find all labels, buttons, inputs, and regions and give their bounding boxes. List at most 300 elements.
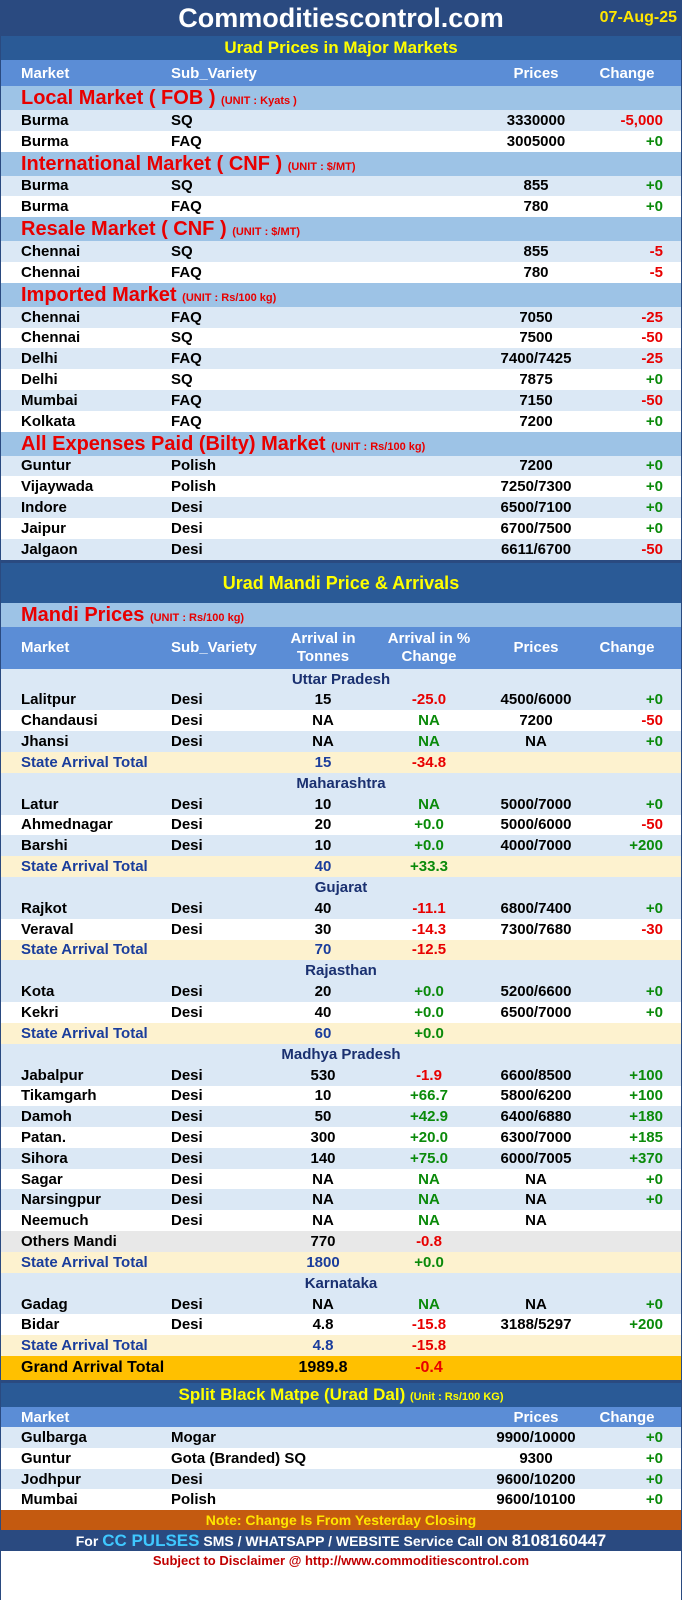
major-markets-header [1,60,681,86]
price: 5000/6000 [500,816,572,834]
section-unit: (UNIT : Rs/100 kg) [182,291,277,304]
col-arrival-pct: Arrival in % Change [387,629,471,665]
change: +0 [645,519,663,537]
change: +0 [645,1004,663,1021]
market-name: Burma [21,177,69,195]
total-arrival: 15 [314,753,332,771]
market-name: Chennai [21,308,81,326]
note-bar: Note: Change Is From Yesterday Closing [1,1510,681,1530]
price: NA [525,1170,547,1188]
table-row [1,518,681,539]
total-label: State Arrival Total [21,753,148,771]
sub-variety: Desi [171,1170,203,1188]
col-sub-variety: Sub_Variety [171,64,257,82]
sub-variety: Mogar [171,1428,216,1446]
change: +0 [645,1191,663,1209]
market-name: Mumbai [21,391,78,409]
sub-variety: Desi [171,1316,203,1334]
price: 780 [523,198,549,216]
sub-variety: Desi [171,816,203,834]
market-name: Chandausi [21,712,98,730]
table-row [1,241,681,262]
arrival: NA [312,1295,334,1313]
change: -25 [641,308,663,326]
state-total-row [1,1023,681,1044]
section-title: International Market ( CNF ) [21,152,283,175]
state-heading: Karnataka [1,1273,681,1294]
sub-variety: SQ [171,243,193,261]
sub-variety: Polish [171,478,217,496]
price: 9600/10100 [496,1491,576,1509]
state-total-row [1,940,681,961]
price: 9900/10000 [496,1428,576,1446]
col-change: Change [599,64,655,82]
change: +200 [629,1316,663,1334]
market-name: Ahmednagar [21,816,113,834]
market-name: Neemuch [21,1212,89,1230]
sub-variety: Desi [171,1108,203,1126]
price [489,1231,583,1252]
arrival: 10 [314,795,332,813]
report-date: 07-Aug-25 [599,9,677,26]
total-arrival: 70 [314,941,332,959]
table-row [1,1148,681,1169]
price: 6500/7000 [500,1004,572,1021]
price: 7200 [519,712,553,730]
market-name: Kolkata [21,412,76,430]
market-name: Burma [21,132,69,150]
price: 6611/6700 [500,540,572,558]
table-row [1,1427,681,1448]
section-rows [1,176,681,218]
arrival: NA [312,1170,334,1188]
market-name: Jabalpur [21,1066,84,1084]
sub-variety: Desi [171,983,203,1001]
price: 855 [523,243,549,261]
arrival-pct: -1.9 [416,1066,442,1084]
grand-pct: -0.4 [415,1359,443,1377]
section-unit: (UNIT : Kyats ) [221,95,297,107]
table-row [1,1231,681,1252]
table-row [1,1127,681,1148]
price: 7050 [519,308,553,326]
state-total-row [1,1335,681,1356]
change: +0 [645,899,663,917]
cc-phone[interactable]: 8108160447 [511,1531,607,1551]
cc-prefix: For [75,1533,99,1550]
change: +0 [645,691,663,709]
sub-variety: Polish [171,457,217,475]
change: +0 [645,983,663,1001]
mandi-title: Mandi Prices [21,603,145,626]
arrival-pct: NA [418,1295,440,1313]
market-name: Tikamgarh [21,1087,97,1105]
market-name: Gulbarga [21,1428,87,1446]
table-row [1,1106,681,1127]
price: 6000/7005 [500,1149,572,1167]
sub-variety: FAQ [171,391,202,409]
change: +0 [645,1470,663,1488]
table-row [1,390,681,411]
market-name: Chennai [21,243,81,261]
change: +100 [629,1066,663,1084]
table-row [1,196,681,217]
price: NA [525,1191,547,1209]
section-unit: (UNIT : $/MT) [287,160,356,173]
arrival-pct: -11.1 [412,899,446,917]
change: +0 [645,733,663,751]
split-unit: (Unit : Rs/100 KG) [409,1391,504,1404]
disclaimer[interactable]: Subject to Disclaimer @ http://www.commoditiescontrol.com [1,1551,681,1571]
site-title[interactable]: Commoditiescontrol.com [178,3,504,33]
change: +0 [645,1449,663,1467]
arrival-pct: +66.7 [410,1087,448,1105]
change: +180 [629,1108,663,1126]
state-heading: Gujarat [1,877,681,898]
title-bar [1,0,681,36]
sub-variety: FAQ [171,308,202,326]
market-name: Chennai [21,329,81,347]
market-name: Burma [21,111,69,129]
change: +100 [629,1087,663,1105]
price: 6600/8500 [500,1066,572,1084]
sub-variety: Desi [171,540,203,558]
section-rows [1,456,681,560]
market-name: Jhansi [21,733,69,751]
arrival-pct: NA [418,1170,440,1188]
table-row [1,1002,681,1023]
market-name: Others Mandi [21,1232,117,1250]
table-row [1,497,681,518]
split-band [1,1383,681,1407]
sub-variety: Desi [171,691,203,709]
arrival-pct: +0.0 [414,983,444,1001]
price: 6300/7000 [500,1128,572,1146]
arrival-pct: NA [418,1191,440,1209]
table-row [1,476,681,497]
market-name: Gadag [21,1295,68,1313]
market-name: Mumbai [21,1491,78,1509]
change: +0 [645,371,663,389]
market-name: Sagar [21,1170,63,1188]
arrival-pct: NA [418,733,440,751]
change: +200 [629,837,663,855]
price: 7200 [519,412,553,430]
market-name: Kota [21,983,55,1001]
change: +0 [645,1170,663,1188]
table-row [1,1294,681,1315]
total-pct: -34.8 [411,753,447,771]
arrival-pct: NA [418,712,440,730]
sub-variety: FAQ [171,132,202,150]
grand-total-row [1,1356,681,1380]
table-row [1,262,681,283]
market-section-title [1,283,681,307]
market-name: Damoh [21,1108,72,1126]
price: 780 [523,263,549,281]
arrival: 4.8 [312,1316,334,1334]
sub-variety: FAQ [171,263,202,281]
market-name: Lalitpur [21,691,76,709]
change: -5,000 [620,111,663,129]
price: 6800/7400 [500,899,572,917]
change: +0 [645,1295,663,1313]
arrival: 50 [314,1108,332,1126]
arrival-pct: NA [418,795,440,813]
market-name: Chennai [21,263,81,281]
grand-label: Grand Arrival Total [21,1359,165,1377]
price: 7150 [519,391,553,409]
sub-variety: SQ [171,177,193,195]
table-row [1,307,681,328]
market-section-title [1,217,681,241]
price: 4000/7000 [500,837,572,855]
price: 4500/6000 [500,691,572,709]
arrival: 40 [314,1004,332,1021]
market-name: Kekri [21,1004,59,1021]
mandi-section-title [1,603,681,627]
split-header [1,1407,681,1427]
cc-text: SMS / WHATSAPP / WEBSITE Service Call ON [203,1533,508,1550]
mandi-unit: (UNIT : Rs/100 kg) [149,611,245,624]
table-row [1,348,681,369]
section-rows [1,307,681,432]
arrival: 10 [314,1087,332,1105]
major-markets-body [1,86,681,560]
table-row [1,539,681,560]
table-row [1,110,681,131]
sub-variety: Desi [171,1295,203,1313]
section-rows [1,110,681,152]
total-arrival: 40 [314,858,332,876]
section-unit: (UNIT : $/MT) [232,226,301,239]
table-row [1,815,681,836]
table-row [1,176,681,197]
section-rows [1,241,681,283]
table-row [1,1065,681,1086]
price: 3005000 [506,132,566,150]
arrival: 10 [314,837,332,855]
change: +0 [645,177,663,195]
total-pct: +0.0 [414,1024,444,1042]
arrival-pct: -14.3 [411,920,447,938]
cc-pulses-bar [1,1530,681,1551]
price: 7200 [519,457,553,475]
mandi-body [1,669,681,1357]
price: 6500/7100 [500,499,572,517]
total-arrival: 4.8 [312,1337,334,1355]
arrival: 40 [314,899,332,917]
sub-variety: Polish [171,1491,217,1509]
total-pct: +33.3 [410,858,448,876]
arrival: 140 [310,1149,336,1167]
table-row [1,1314,681,1335]
price: 9300 [519,1449,553,1467]
price: 6400/6880 [500,1108,572,1126]
arrival-pct: NA [418,1212,440,1230]
state-heading: Madhya Pradesh [1,1044,681,1065]
price: NA [525,1295,547,1313]
price: 5800/6200 [500,1087,572,1105]
sub-variety: Desi [171,499,203,517]
state-heading: Rajasthan [1,960,681,981]
arrival-pct: +75.0 [410,1149,448,1167]
col-prices: Prices [513,639,559,657]
state-total-row [1,1252,681,1273]
price: NA [525,733,547,751]
table-row [1,919,681,940]
sub-variety: Desi [171,899,203,917]
total-label: State Arrival Total [21,1253,148,1271]
col-market: Market [21,1408,70,1426]
change: +0 [645,132,663,150]
market-section-title [1,86,681,110]
change: -50 [641,540,663,558]
state-heading: Uttar Pradesh [1,669,681,690]
table-row [1,1210,681,1231]
table-row [1,1489,681,1510]
total-label: State Arrival Total [21,1024,148,1042]
price: 3330000 [506,111,566,129]
market-section-title [1,152,681,176]
col-change: Change [599,1408,655,1426]
state-total-row [1,752,681,773]
change: -50 [641,816,663,834]
state-heading: Maharashtra [1,773,681,794]
sub-variety: Gota (Branded) SQ [171,1449,307,1467]
price: 9600/10200 [496,1470,576,1488]
change: -25 [641,350,663,368]
sub-variety: SQ [171,329,193,347]
mandi-band: Urad Mandi Price & Arrivals [1,563,681,603]
change [591,1231,663,1252]
change: +0 [645,478,663,496]
change: -5 [649,263,663,281]
change: +0 [645,499,663,517]
market-name: Delhi [21,371,58,389]
table-row [1,456,681,477]
sub-variety: Desi [171,712,203,730]
section-title: Imported Market [21,283,177,306]
price: 7400/7425 [500,350,572,368]
arrival: 300 [310,1128,336,1146]
sub-variety: Desi [171,1004,203,1021]
table-row [1,1448,681,1469]
col-prices: Prices [513,64,559,82]
arrival-pct: -0.8 [416,1232,442,1250]
table-row [1,411,681,432]
market-name: Sihora [21,1149,68,1167]
change: -30 [641,920,663,938]
col-sub-variety: Sub_Variety [171,639,257,657]
col-arrival: Arrival in Tonnes [290,629,356,665]
arrival-pct: +20.0 [410,1128,448,1146]
change: +185 [629,1128,663,1146]
change: -50 [641,391,663,409]
sub-variety: Desi [171,1087,203,1105]
sub-variety: Desi [171,1066,203,1084]
col-change: Change [599,639,655,657]
table-row [1,1469,681,1490]
sub-variety: SQ [171,111,193,129]
table-row [1,328,681,349]
sub-variety: SQ [171,371,193,389]
sub-variety: Desi [171,519,203,537]
sub-variety: Desi [171,1470,203,1488]
table-row [1,898,681,919]
market-name: Veraval [21,920,74,938]
price: 7300/7680 [500,920,572,938]
table-row [1,1189,681,1210]
arrival-pct: +0.0 [414,816,444,834]
price: NA [525,1212,547,1230]
total-arrival: 60 [314,1024,332,1042]
market-name: Narsingpur [21,1191,102,1209]
sub-variety: Desi [171,1149,203,1167]
arrival: NA [312,712,334,730]
market-name: Jodhpur [21,1470,81,1488]
table-row [1,794,681,815]
change: +0 [645,1428,663,1446]
sub-variety: Desi [171,1128,203,1146]
market-name: Barshi [21,837,68,855]
sub-variety: FAQ [171,198,202,216]
state-total-row [1,856,681,877]
table-row [1,731,681,752]
market-section-title [1,432,681,456]
col-market: Market [21,639,70,657]
price: 7250/7300 [500,478,572,496]
cc-brand[interactable]: CC PULSES [102,1531,200,1551]
sub-variety: Desi [171,1191,203,1209]
grand-arrival: 1989.8 [298,1359,348,1377]
change: +370 [629,1149,663,1167]
change: +0 [645,1491,663,1509]
change: -50 [641,329,663,347]
price: 6700/7500 [500,519,572,537]
market-name: Bidar [21,1316,60,1334]
arrival-pct: +0.0 [414,837,444,855]
price: 7500 [519,329,553,347]
market-name: Latur [21,795,59,813]
table-row [1,835,681,856]
change: -5 [649,243,663,261]
market-name: Delhi [21,350,58,368]
market-name: Patan. [21,1128,67,1146]
col-market: Market [21,64,70,82]
total-label: State Arrival Total [21,858,148,876]
arrival-pct: +0.0 [414,1004,444,1021]
market-name: Guntur [21,457,71,475]
sub-variety: Desi [171,920,203,938]
total-pct: +0.0 [414,1253,444,1271]
arrival: NA [312,733,334,751]
table-row [1,369,681,390]
market-name: Burma [21,198,69,216]
price: 5000/7000 [500,795,572,813]
arrival-pct: -25.0 [411,691,447,709]
price: 5200/6600 [500,983,572,1001]
sub-variety: Desi [171,837,203,855]
col-prices: Prices [513,1408,559,1426]
arrival: 20 [314,983,332,1001]
table-row [1,710,681,731]
market-name: Vijaywada [21,478,94,496]
section-title: Local Market ( FOB ) [21,87,216,109]
sub-variety: FAQ [171,412,202,430]
sub-variety: Desi [171,733,203,751]
total-pct: -12.5 [411,941,447,959]
